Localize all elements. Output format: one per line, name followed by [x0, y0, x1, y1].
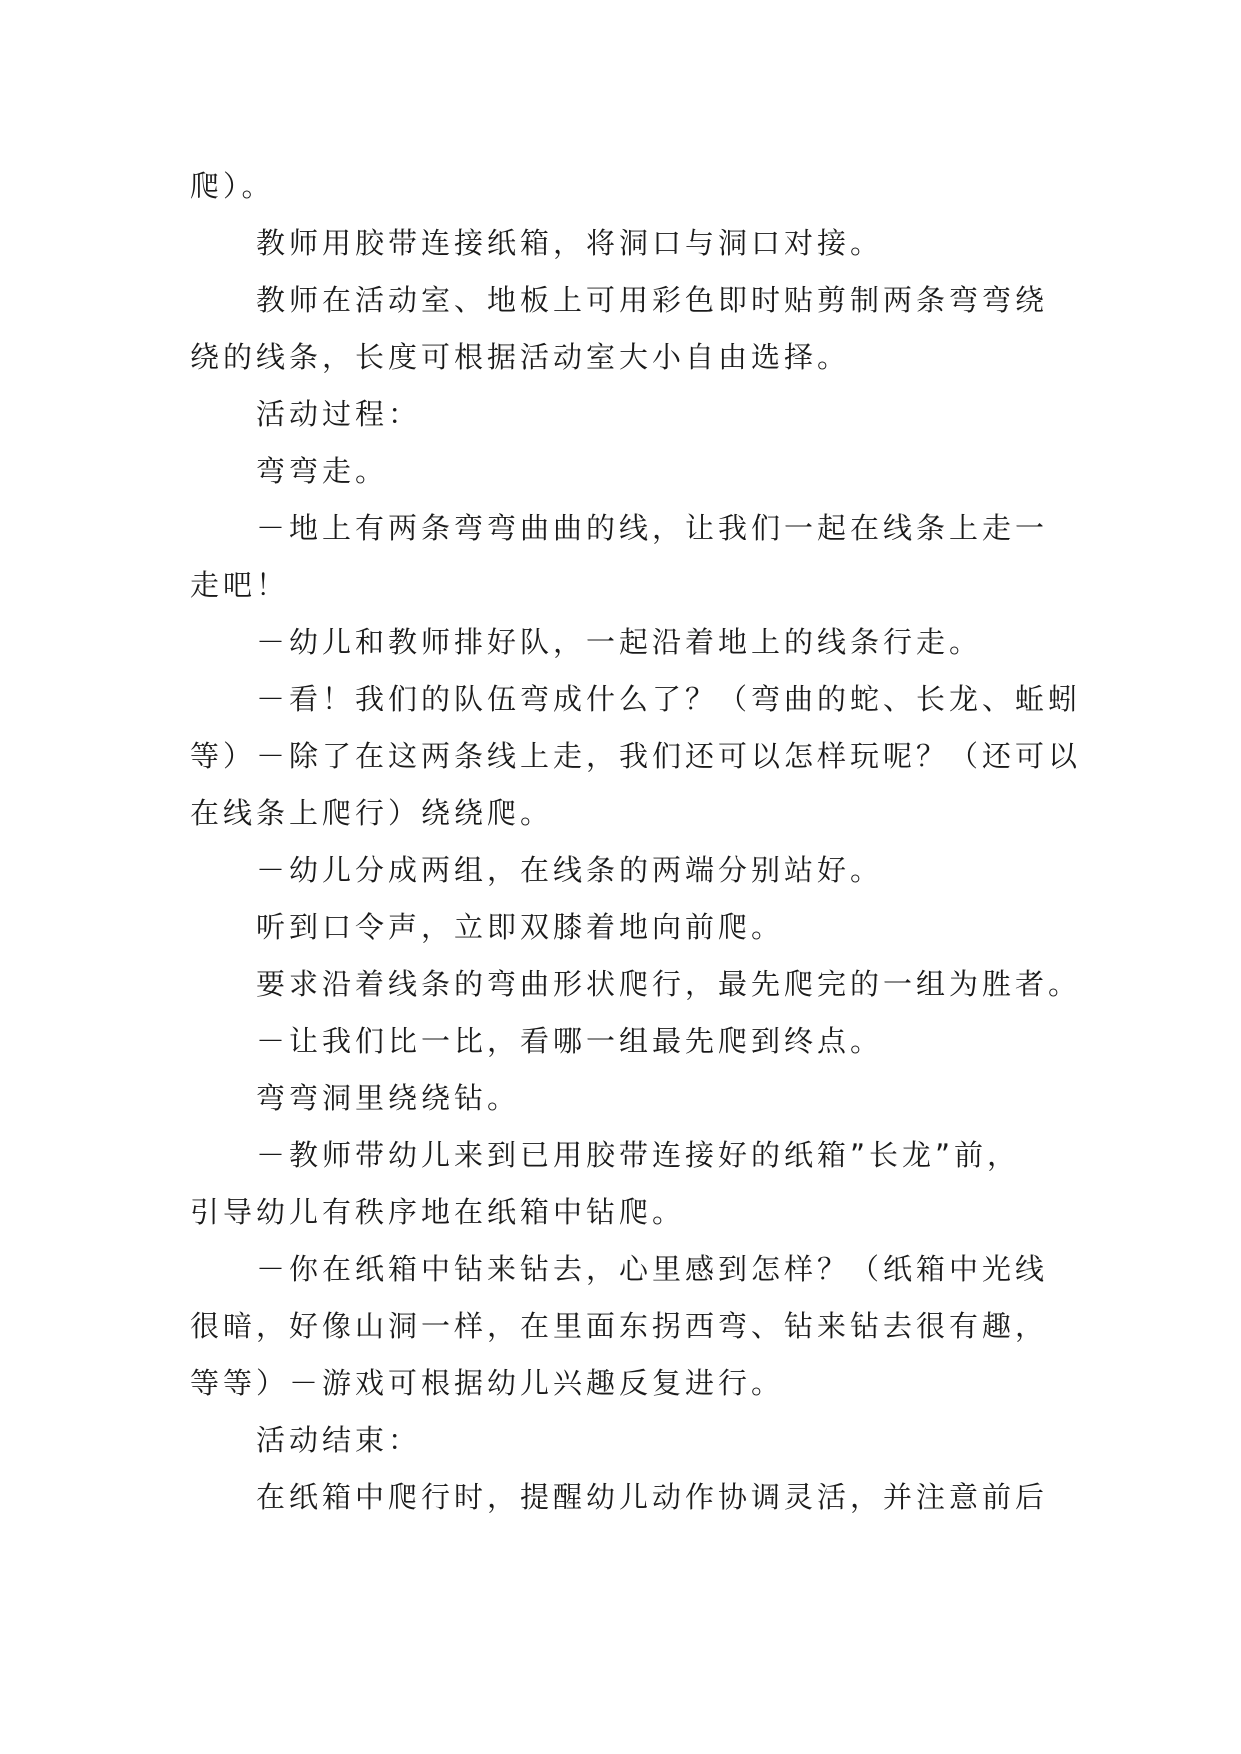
text-line: －幼儿和教师排好队，一起沿着地上的线条行走。	[256, 625, 983, 659]
text-line: －地上有两条弯弯曲曲的线，让我们一起在线条上走一	[256, 511, 1049, 545]
text-line: 爬）。	[190, 169, 275, 203]
text-line: －幼儿分成两组，在线条的两端分别站好。	[256, 853, 884, 887]
text-line: 在线条上爬行）绕绕爬。	[190, 796, 554, 830]
subsection-heading: 弯弯洞里绕绕钻。	[256, 1081, 521, 1115]
text-line: 等）－除了在这两条线上走，我们还可以怎样玩呢？（还可以	[190, 739, 1082, 773]
text-line: 绕的线条，长度可根据活动室大小自由选择。	[190, 340, 851, 374]
subsection-heading: 弯弯走。	[256, 454, 389, 488]
document-body	[190, 158, 1082, 1526]
section-heading: 活动过程：	[256, 397, 422, 431]
text-line: 引导幼儿有秩序地在纸箱中钻爬。	[190, 1195, 686, 1229]
text-line: 教师用胶带连接纸箱，将洞口与洞口对接。	[256, 226, 884, 260]
section-heading: 活动结束：	[256, 1423, 422, 1457]
text-line: 在纸箱中爬行时，提醒幼儿动作协调灵活，并注意前后	[256, 1480, 1049, 1514]
text-line: －你在纸箱中钻来钻去，心里感到怎样？（纸箱中光线	[256, 1252, 1049, 1286]
text-line: 等等）－游戏可根据幼儿兴趣反复进行。	[190, 1366, 785, 1400]
text-line: 要求沿着线条的弯曲形状爬行，最先爬完的一组为胜者。	[256, 967, 1082, 1001]
text-line: －看！我们的队伍弯成什么了？（弯曲的蛇、长龙、蚯蚓	[256, 682, 1082, 716]
text-line: 走吧！	[190, 568, 290, 602]
text-line: －让我们比一比，看哪一组最先爬到终点。	[256, 1024, 884, 1058]
text-line: 很暗，好像山洞一样，在里面东拐西弯、钻来钻去很有趣，	[190, 1309, 1049, 1343]
text-line: －教师带幼儿来到已用胶带连接好的纸箱”长龙”前，	[256, 1138, 1021, 1172]
text-line: 听到口令声，立即双膝着地向前爬。	[256, 910, 785, 944]
text-line: 教师在活动室、地板上可用彩色即时贴剪制两条弯弯绕	[256, 283, 1049, 317]
